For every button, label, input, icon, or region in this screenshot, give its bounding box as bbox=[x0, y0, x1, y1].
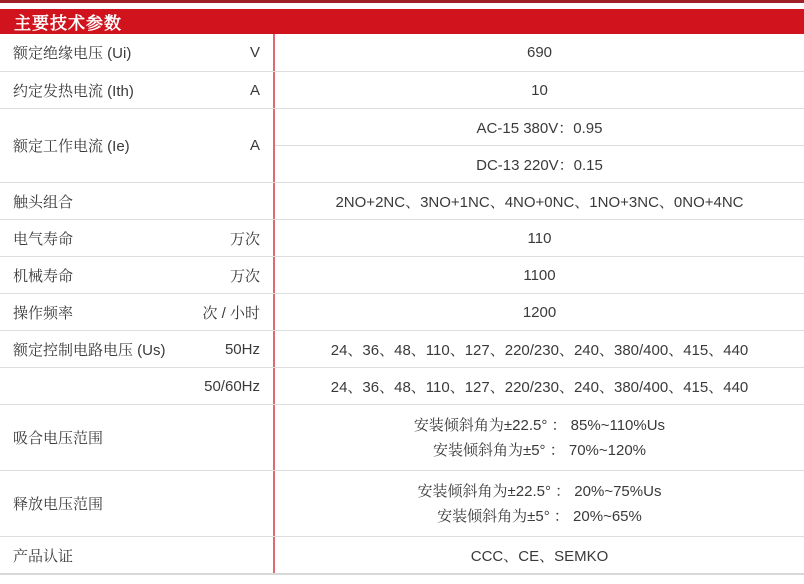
param-label: 吸合电压范围 bbox=[13, 430, 104, 447]
param-label-cell bbox=[0, 72, 275, 108]
param-label: 额定控制电路电压 (Us) bbox=[13, 341, 166, 359]
table-row bbox=[0, 71, 804, 108]
table-row bbox=[0, 219, 804, 256]
param-unit: A bbox=[249, 81, 260, 99]
param-value-cell bbox=[275, 34, 804, 71]
param-label: 电气寿命 bbox=[13, 230, 74, 248]
param-label: 机械寿命 bbox=[13, 267, 74, 285]
param-unit: A bbox=[249, 137, 260, 154]
param-value: 安装倾斜角为±5° ： 20%~65% bbox=[437, 507, 642, 525]
param-value: 24、36、48、110、127、220/230、240、380/400、415、440 bbox=[330, 378, 749, 396]
param-value: 10 bbox=[531, 81, 548, 99]
table-row bbox=[0, 367, 804, 404]
param-value: 1200 bbox=[522, 303, 557, 321]
param-unit: 万次 bbox=[229, 230, 260, 248]
param-unit: V bbox=[249, 44, 260, 61]
param-label-cell bbox=[0, 471, 275, 536]
param-value-cell bbox=[275, 471, 804, 536]
spec-table bbox=[0, 34, 804, 575]
param-label-cell bbox=[0, 257, 275, 293]
param-label-cell bbox=[0, 183, 275, 219]
table-row bbox=[0, 256, 804, 293]
param-value-cell bbox=[275, 537, 804, 573]
param-unit: 50Hz bbox=[224, 340, 260, 358]
param-unit: 次 / 小时 bbox=[202, 304, 260, 322]
param-value-cell bbox=[275, 109, 804, 182]
param-label: 操作频率 bbox=[13, 304, 74, 322]
param-value: DC-13 220V：0.15 bbox=[275, 145, 804, 182]
param-value-cell bbox=[275, 368, 804, 404]
param-label-cell bbox=[0, 294, 275, 330]
param-value: 安装倾斜角为±22.5° ： 20%~75%Us bbox=[417, 482, 662, 500]
param-value-cell bbox=[275, 183, 804, 219]
top-accent-line bbox=[0, 0, 804, 3]
table-row bbox=[0, 536, 804, 573]
table-row bbox=[0, 330, 804, 367]
param-value-cell bbox=[275, 257, 804, 293]
param-label: 释放电压范围 bbox=[13, 496, 104, 513]
param-label-cell bbox=[0, 368, 275, 404]
param-value-cell bbox=[275, 405, 804, 470]
param-value-cell bbox=[275, 294, 804, 330]
param-label: 约定发热电流 (Ith) bbox=[13, 82, 134, 100]
table-row bbox=[0, 293, 804, 330]
param-label-cell bbox=[0, 220, 275, 256]
table-row bbox=[0, 404, 804, 470]
table-row bbox=[0, 470, 804, 536]
param-value: 安装倾斜角为±22.5° ： 85%~110%Us bbox=[413, 416, 666, 434]
table-row bbox=[0, 34, 804, 71]
param-label: 触头组合 bbox=[13, 193, 74, 211]
param-value: 110 bbox=[527, 229, 552, 247]
param-unit: 50/60Hz bbox=[204, 377, 260, 395]
param-label: 产品认证 bbox=[13, 547, 74, 565]
param-value: 1100 bbox=[523, 266, 556, 284]
param-value-cell bbox=[275, 220, 804, 256]
param-value-cell bbox=[275, 72, 804, 108]
param-value: 24、36、48、110、127、220/230、240、380/400、415、440 bbox=[330, 341, 749, 359]
param-value: 690 bbox=[526, 44, 553, 61]
param-value: AC-15 380V：0.95 bbox=[476, 119, 603, 137]
section-title: 主要技术参数 bbox=[14, 14, 122, 33]
param-label-cell bbox=[0, 405, 275, 470]
param-value: CCC、CE、SEMKO bbox=[470, 547, 609, 565]
param-value-cell bbox=[275, 331, 804, 367]
param-label-cell bbox=[0, 34, 275, 71]
param-value: 2NO+2NC、3NO+1NC、4NO+0NC、1NO+3NC、0NO+4NC bbox=[335, 193, 744, 211]
param-label: 额定绝缘电压 (Ui) bbox=[13, 45, 132, 62]
table-row bbox=[0, 182, 804, 219]
param-value: 安装倾斜角为±5° ： 70%~120% bbox=[432, 441, 647, 459]
param-unit: 万次 bbox=[229, 267, 260, 285]
section-header bbox=[0, 9, 804, 34]
table-row bbox=[0, 108, 804, 182]
param-label-cell bbox=[0, 109, 275, 182]
param-label: 额定工作电流 (Ie) bbox=[13, 138, 130, 155]
param-label-cell bbox=[0, 537, 275, 573]
param-label-cell bbox=[0, 331, 275, 367]
